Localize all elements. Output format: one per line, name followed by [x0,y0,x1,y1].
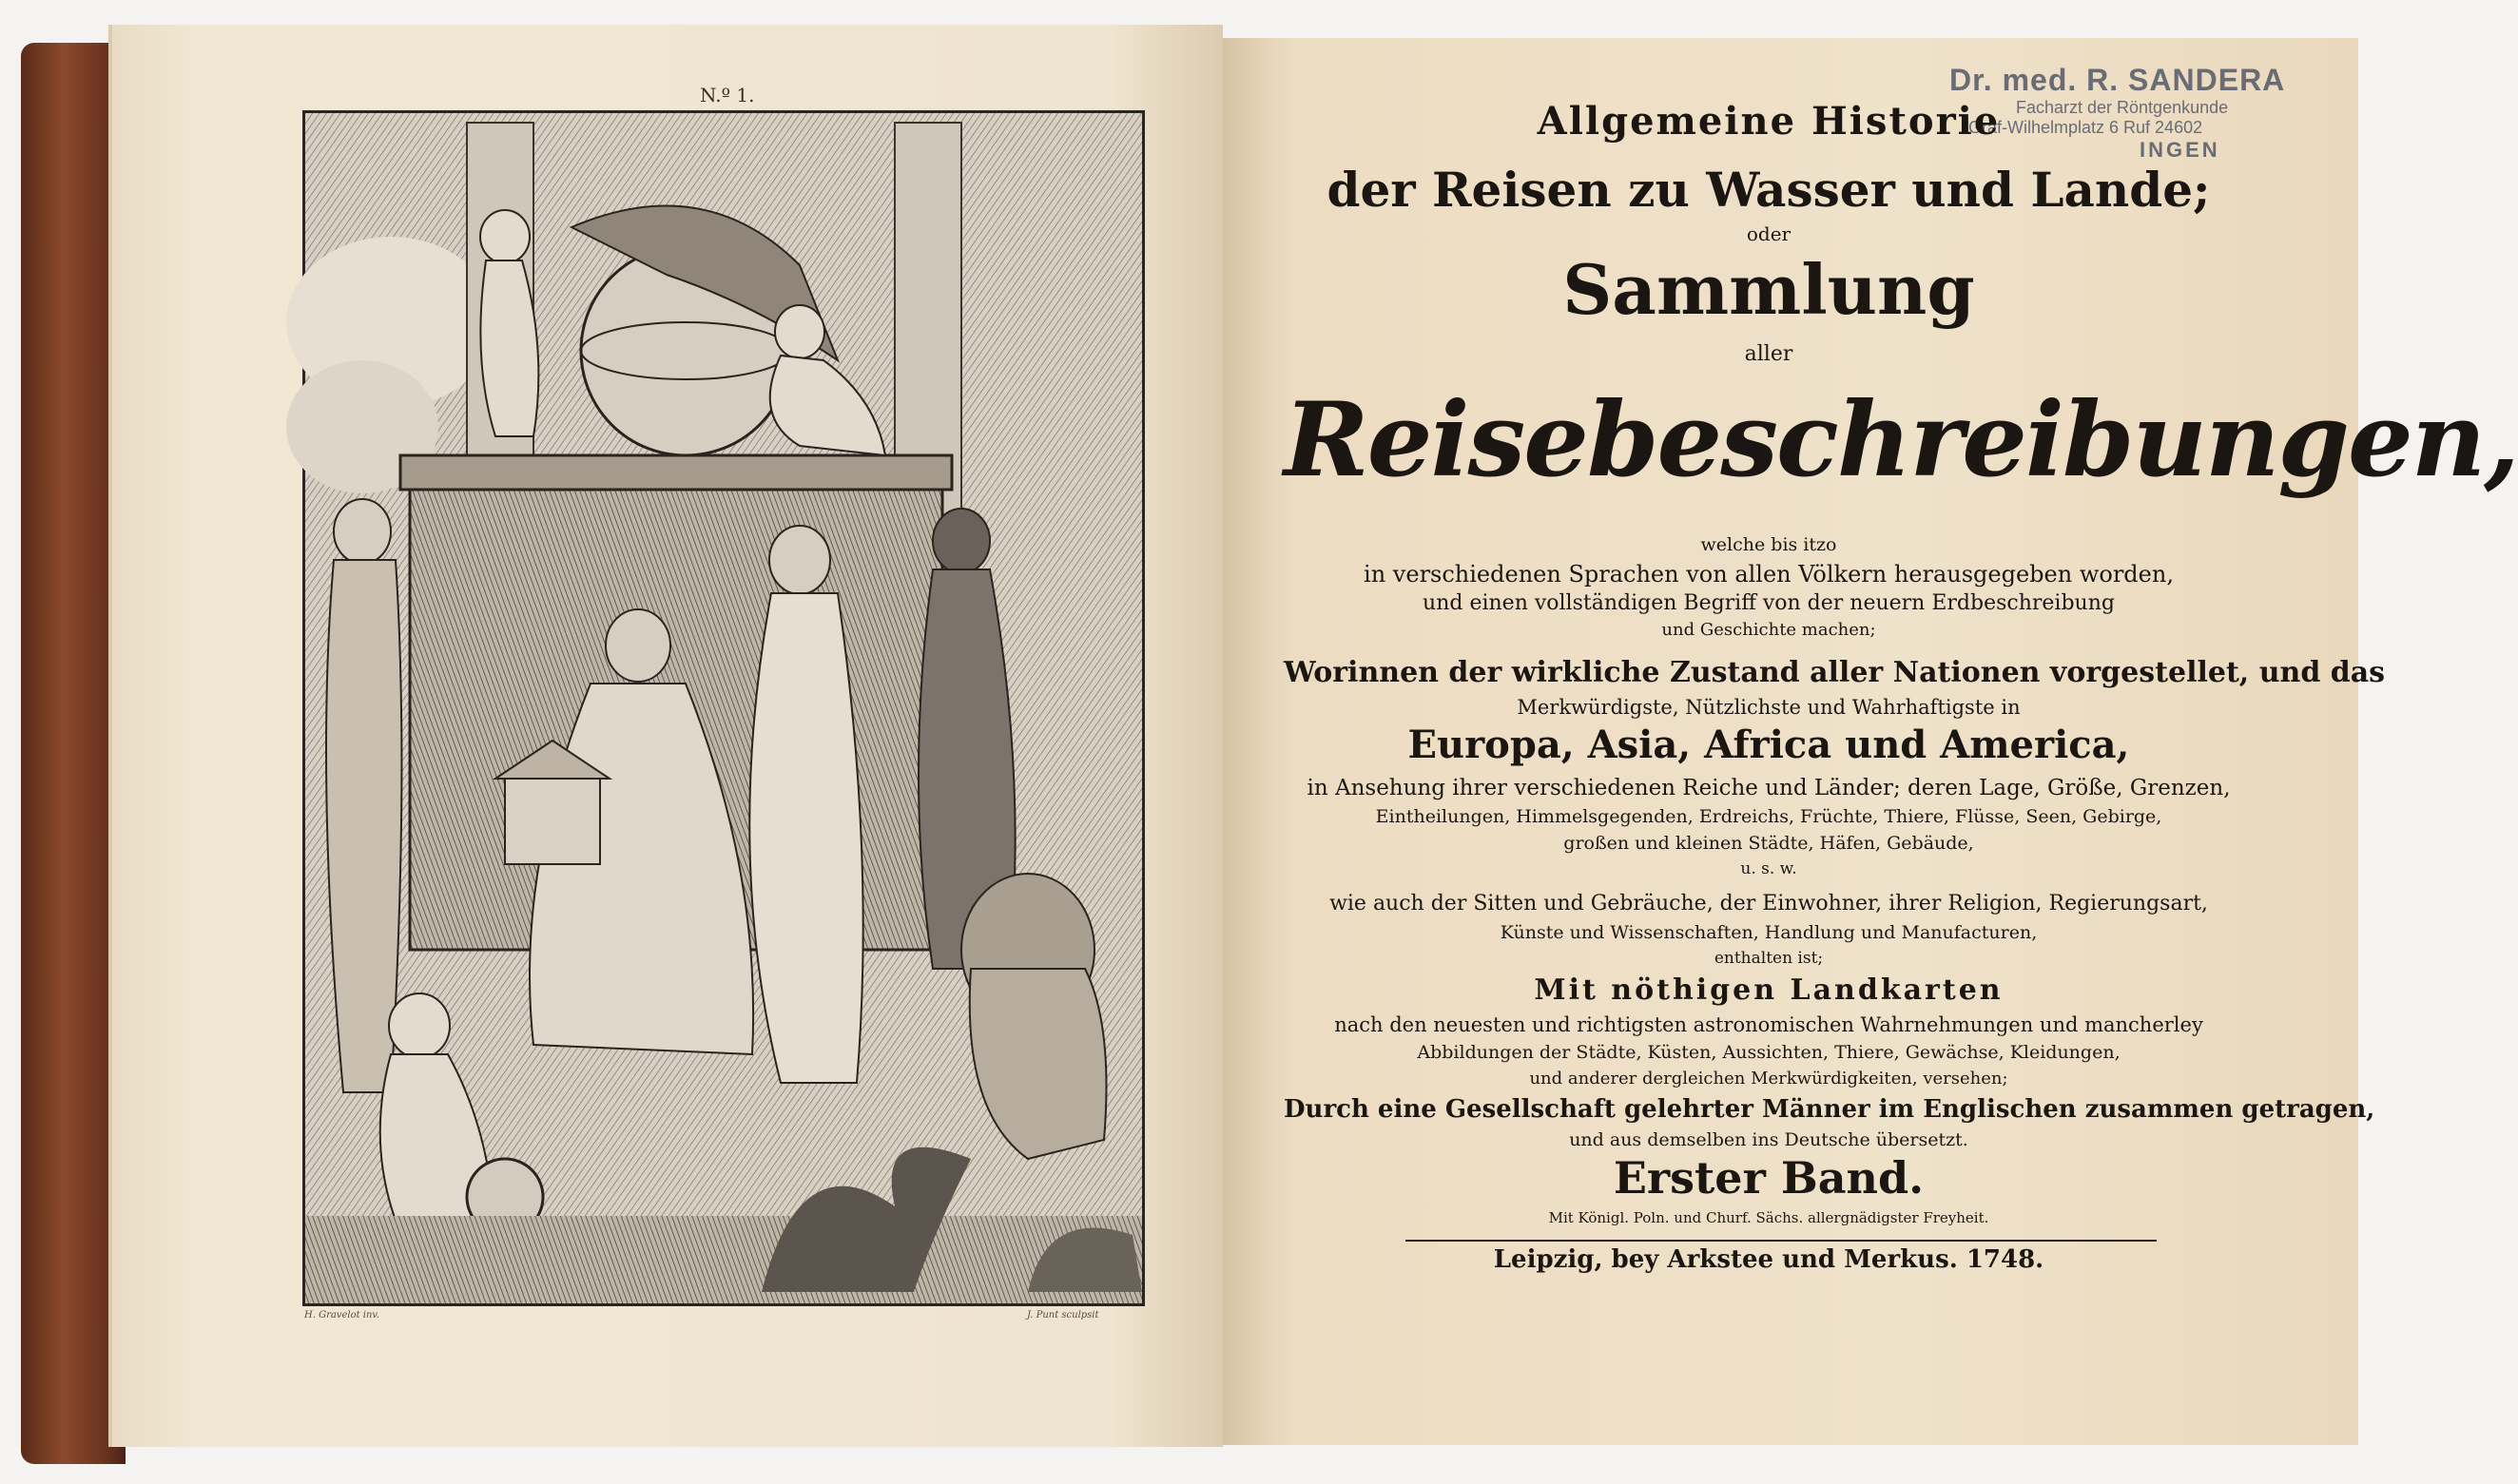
title-line-20: enthalten ist; [1714,949,1824,968]
stamp-city: INGEN [2140,138,2220,162]
frontispiece-engraving [302,110,1145,1306]
title-line-9: und einen vollständigen Begriff von der neuern Erdbeschreibung [1423,591,2115,615]
title-line-22: nach den neuesten und richtigsten astronomischen Wahrnehmungen und mancherley [1334,1013,2203,1036]
title-line-19: Künste und Wissenschaften, Handlung und Manufacturen, [1500,922,2038,943]
title-line-3: oder [1746,222,1792,245]
stamp-title: Facharzt der Röntgenkunde [2016,98,2229,117]
title-line-13: Europa, Asia, Africa und America, [1407,723,2130,767]
title-line-26: und aus demselben ins Deutsche übersetzt. [1569,1129,1968,1150]
title-line-21: Mit nöthigen Landkarten [1534,973,2004,1007]
title-line-11: Worinnen der wirkliche Zustand aller Nationen vorgestellet, und das [1284,656,2386,689]
stamp-address: Graf-Wilhelmplatz 6 Ruf 24602 [1968,118,2203,137]
stamp-name: Dr. med. R. SANDERA [1949,63,2286,97]
title-line-1: Allgemeine Historie [1537,99,2001,144]
title-line-17: u. s. w. [1740,859,1797,878]
title-rule [1405,1240,2157,1242]
title-line-5: aller [1744,342,1793,366]
title-line-15: Eintheilungen, Himmelsgegenden, Erdreichs, Früchte, Thiere, Flüsse, Seen, Gebirge, [1375,806,2162,827]
title-line-27: Erster Band. [1613,1152,1925,1204]
title-line-12: Merkwürdigste, Nützlichste und Wahrhaftigste in [1517,696,2021,719]
plate-number: N.º 1. [700,84,755,106]
title-line-24: und anderer dergleichen Merkwürdigkeiten, versehen; [1529,1069,2008,1089]
title-line-29: Leipzig, bey Arkstee und Merkus. 1748. [1493,1245,2044,1274]
title-line-7: welche bis itzo [1700,534,1837,555]
title-line-16: großen und kleinen Städte, Häfen, Gebäude, [1563,833,1974,854]
title-line-10: und Geschichte machen; [1661,620,1876,640]
title-line-25: Durch eine Gesellschaft gelehrter Männer im Englischen zusammen getragen, [1284,1095,2375,1124]
title-line-4: Sammlung [1562,249,1975,330]
title-line-2: der Reisen zu Wasser und Lande; [1327,162,2211,218]
title-line-23: Abbildungen der Städte, Küsten, Aussichten, Thiere, Gewächse, Kleidungen, [1417,1042,2121,1063]
title-line-28: Mit Königl. Poln. und Churf. Sächs. allergnädigster Freyheit. [1548,1209,1989,1226]
title-line-18: wie auch der Sitten und Gebräuche, der Einwohner, ihrer Religion, Regierungsart, [1329,892,2208,915]
title-line-6: Reisebeschreibungen, [1284,380,2518,500]
engraving-credit-left: H. Gravelot inv. [304,1310,380,1320]
title-line-8: in verschiedenen Sprachen von allen Völkern herausgegeben worden, [1364,561,2174,588]
title-line-14: in Ansehung ihrer verschiedenen Reiche und Länder; deren Lage, Größe, Grenzen, [1307,776,2231,800]
leather-cover [21,43,126,1464]
engraving-credit-right: J. Punt sculpsit [1027,1310,1099,1320]
